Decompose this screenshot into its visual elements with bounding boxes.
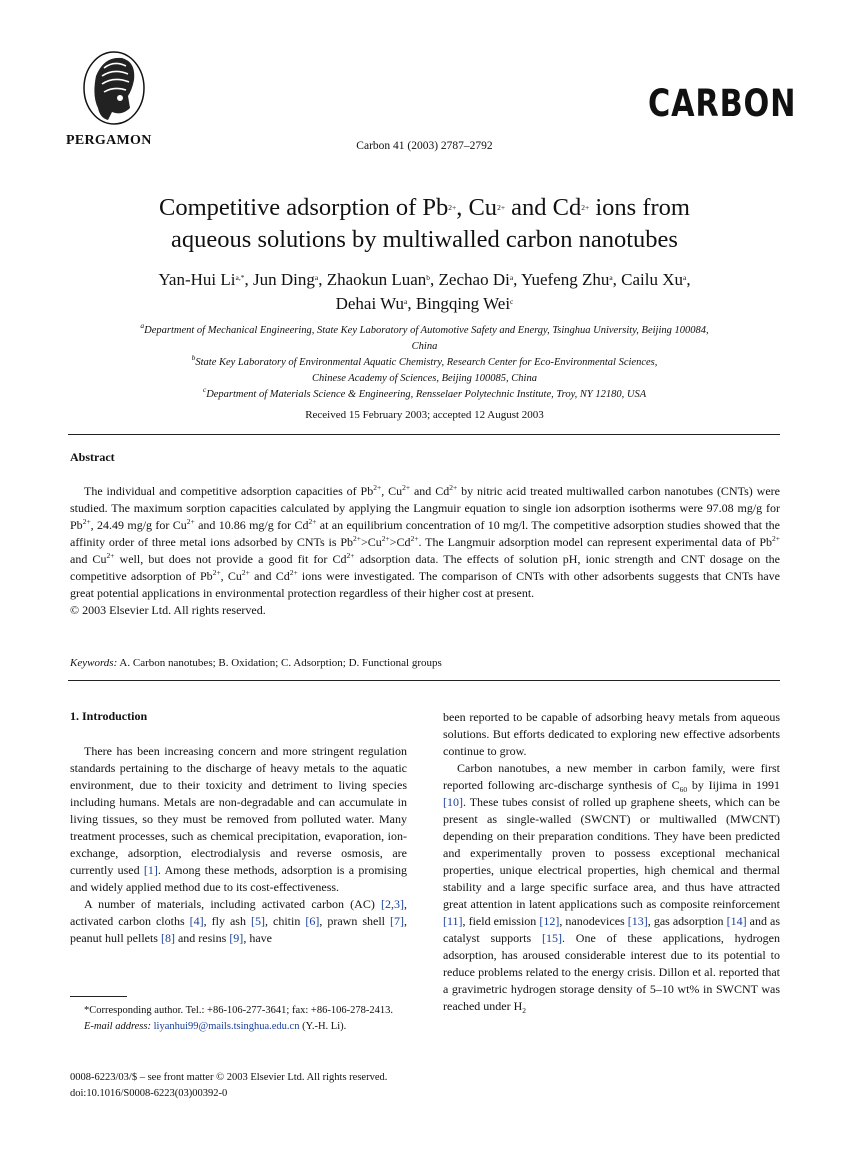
affiliation-b: $^b$State Key Laboratory of Environmental Aquatic Chemistry, Research Center for Eco-Environmental Sciences, Chinese Academy of Sciences, Beijing 100085, China [191,353,658,384]
ref-link[interactable]: [5] [250,914,265,928]
ref-link[interactable]: [1] [143,863,158,877]
ref-link[interactable]: [15] [541,931,562,945]
divider-top [68,434,780,435]
ref-link[interactable]: [13] [627,914,648,928]
doi-line: doi:10.1016/S0008-6223(03)00392-0 [70,1088,228,1099]
journal-citation: Carbon 41 (2003) 2787–2792 [356,140,493,152]
abstract-body: The individual and competitive adsorption capacities of $Pb^{2+}$, $Cu^{2+}$ and $Cd^{2+}$ by nitric acid treated multiwalled carbon nanotubes (CNTs) were studied. The maximum sorption capacities calculated by applying the Langmuir equation to single ion adsorption isotherms were 97.08 mg/g for $Pb^{2+}$, 24.49 mg/g for $Cu^{2+}$ and 10.86 mg/g for $Cd^{2+}$ at an equilibrium concentration of 10 mg/l. The competitive adsorption studies showed that the affinity order of three metal ions adsorbed by CNTs is $Pb^{2+}>Cu^{2+}>Cd^{2+}$. The Langmuir adsorption model can represent experimental data of $Pb^{2+}$ and $Cu^{2+}$ well, but does not provide a good fit for $Cd^{2+}$ adsorption data. The effects of solution pH, ionic strength and CNT dosage on the competitive adsorption of $Pb^{2+}$, $Cu^{2+}$ and $Cd^{2+}$ ions were investigated. The comparison of CNTs with other adsorbents suggests that CNTs have great potential applications in environmental protection regardless of their higher cost at present. © 2003 Elsevier Ltd. All rights reserved. [70,483,780,617]
ref-link[interactable]: [8] [160,931,175,945]
ref-link[interactable]: [4] [189,914,204,928]
keywords: Keywords: A. Carbon nanotubes; B. Oxidation; C. Adsorption; D. Functional groups [70,657,442,669]
divider-bottom [68,680,780,681]
copyright-line: © 2003 Elsevier Ltd. All rights reserved. [70,603,266,617]
affiliation-a: $^a$Department of Mechanical Engineering, State Key Laboratory of Automotive Safety and Energy, Tsinghua University, Beijing 100084, China [140,321,709,352]
author-list: Yan-Hui $Li^{a,*}$, Jun Ding$^a$, Zhaokun Luan$^b$, Zechao Di$^a$, Yuefeng Zhu$^a$, Cailu Xu$^a$, Dehai Wu$^a$, Bingqing Wei$^c$ [158,270,691,313]
article-title: Competitive adsorption of $Pb^{2+}$, $Cu^{2+}$ and $Cd^{2+}$ ions from aqueous solutions by multiwalled carbon nanotubes [159,194,690,253]
corresponding-footnote: *Corresponding author. Tel.: +86-106-277-3641; fax: +86-106-278-2413. E-mail address: liyanhui99@mails.tsinghua.edu.cn (Y.-H. Li). [84,1005,393,1032]
ref-link[interactable]: [7] [390,914,404,928]
ref-link[interactable]: [12] [539,914,560,928]
received-dates: Received 15 February 2003; accepted 12 August 2003 [305,409,544,421]
ref-link[interactable]: [14] [726,914,747,928]
intro-right-column: been reported to be capable of adsorbing heavy metals from aqueous solutions. But efforts dedicated to exploring new effective adsorbents continue to grow. Carbon nanotubes, a new member in carbon family, were first reported following arc-discharge synthesis of $C_{60}$ by Iijima in 1991 [10]. These tubes consist of rolled up graphene sheets, which can be present as single-walled (SWCNT) or multiwalled (MWCNT) depending on their preparation conditions. They have been predicted and experimentally proven to possess exceptional mechanical properties, unique electrical properties, high chemical and thermal stability and a large specific surface area, and thus have attracted great attention in latent applications such as composite reinforcement [11], field emission [12], nanodevices [13], gas adsorption [14] and as catalyst supports [15]. One of these applications, hydrogen adsorption, has aroused considerable interest due to its potential to reduce problems related to the energy crisis. Dillon et al. reported that a gravimetric hydrogen storage density of 5–10 wt% in SWCNT was reached under $H_2$ [443,710,781,1015]
affiliation-c: $^c$Department of Materials Science & Engineering, Rensselaer Polytechnic Institute, Troy, NY 12180, USA [202,385,647,400]
publisher-name: PERGAMON [66,133,152,148]
journal-wordmark: CARBON [648,82,797,125]
ref-link[interactable]: [9] [229,931,244,945]
ref-link[interactable]: [11] [443,914,463,928]
footnote-rule [70,996,127,997]
ref-link[interactable]: [6] [305,914,320,928]
publisher-logo [74,46,154,132]
abstract-heading: Abstract [70,450,115,464]
front-matter-line: 0008-6223/03/$ – see front matter © 2003 Elsevier Ltd. All rights reserved. [70,1072,388,1083]
ref-link[interactable]: [2,3] [381,897,404,911]
intro-left-column: There has been increasing concern and more stringent regulation standards pertaining to the discharge of heavy metals to the aquatic environment, due to their toxicity and detriment to living species including humans. Metals are non-degradable and can accumulate in living tissues, so they must be removed from polluted water. Many treatment processes, such as chemical precipitation, evaporation, ion-exchange, adsorption, electrodialysis and reverse osmosis, are currently used [1]. Among these methods, adsorption is a promising and widely applied method due to its cost-effectiveness. A number of materials, including activated carbon (AC) [2,3], activated carbon cloths [4], fly ash [5], chitin [6], prawn shell [7], peanut hull pellets [8] and resins [9], have [70,744,407,945]
email-link[interactable]: liyanhui99@mails.tsinghua.edu.cn [153,1021,300,1032]
ref-link[interactable]: [10] [443,795,463,809]
intro-heading: 1. Introduction [70,709,148,723]
